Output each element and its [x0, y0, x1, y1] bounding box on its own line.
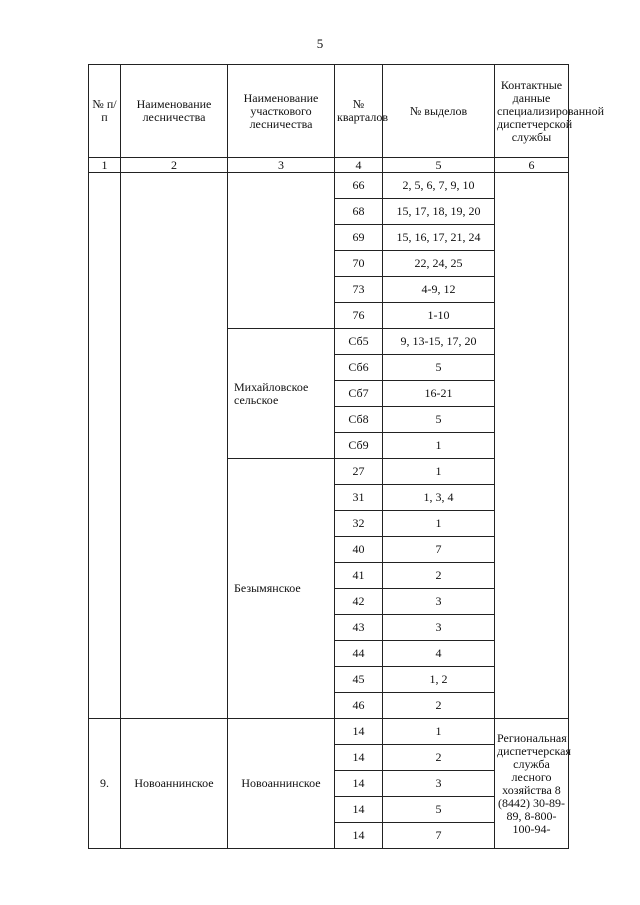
column-number: 2	[121, 158, 228, 173]
vydel-cell: 1	[383, 433, 495, 459]
vydel-cell: 4-9, 12	[383, 277, 495, 303]
district-cell: Михайловское сельское	[228, 329, 335, 459]
kvartal-cell: 70	[335, 251, 383, 277]
kvartal-cell: Сб6	[335, 355, 383, 381]
vydel-cell: 2	[383, 745, 495, 771]
forestry-cell	[121, 173, 228, 719]
vydel-cell: 5	[383, 355, 495, 381]
kvartal-cell: Сб9	[335, 433, 383, 459]
kvartal-cell: Сб8	[335, 407, 383, 433]
table-row	[89, 719, 569, 745]
row-number-cell	[89, 173, 121, 719]
vydel-cell: 7	[383, 537, 495, 563]
district-cell	[228, 173, 335, 329]
column-number: 5	[383, 158, 495, 173]
vydel-cell: 15, 17, 18, 19, 20	[383, 199, 495, 225]
vydel-cell: 2	[383, 693, 495, 719]
vydel-cell: 3	[383, 589, 495, 615]
vydel-cell: 1, 3, 4	[383, 485, 495, 511]
kvartal-cell: 14	[335, 745, 383, 771]
kvartal-cell: 44	[335, 641, 383, 667]
vydel-cell: 3	[383, 615, 495, 641]
kvartal-cell: Сб5	[335, 329, 383, 355]
kvartal-cell: 68	[335, 199, 383, 225]
kvartal-cell: 43	[335, 615, 383, 641]
kvartal-cell: 14	[335, 771, 383, 797]
vydel-cell: 1	[383, 459, 495, 485]
vydel-cell: 2	[383, 563, 495, 589]
header-cell: Контактные данные специализированной диспетчерской службы	[495, 65, 569, 158]
row-number-cell: 9.	[89, 719, 121, 849]
column-number: 3	[228, 158, 335, 173]
table-row	[89, 173, 569, 199]
vydel-cell: 22, 24, 25	[383, 251, 495, 277]
kvartal-cell: 45	[335, 667, 383, 693]
vydel-cell: 7	[383, 823, 495, 849]
page-number: 5	[316, 36, 324, 51]
header-cell: № п/п	[89, 65, 121, 158]
forestry-cell: Новоаннинское	[121, 719, 228, 849]
vydel-cell: 1-10	[383, 303, 495, 329]
contact-cell	[495, 173, 569, 719]
header-row	[89, 65, 569, 158]
vydel-cell: 1, 2	[383, 667, 495, 693]
forest-table	[88, 64, 605, 849]
kvartal-cell: Сб7	[335, 381, 383, 407]
contact-cell: Региональная диспетчерская служба лесного хозяйства 8 (8442) 30-89-89, 8-800-100-94-	[495, 719, 569, 849]
kvartal-cell: 66	[335, 173, 383, 199]
vydel-cell: 9, 13-15, 17, 20	[383, 329, 495, 355]
district-cell: Безымянское	[228, 459, 335, 719]
header-cell: № выделов	[383, 65, 495, 158]
vydel-cell: 5	[383, 797, 495, 823]
header-cell: Наименование лесничества	[121, 65, 228, 158]
vydel-cell: 1	[383, 719, 495, 745]
kvartal-cell: 14	[335, 797, 383, 823]
vydel-cell: 3	[383, 771, 495, 797]
kvartal-cell: 32	[335, 511, 383, 537]
column-number: 1	[89, 158, 121, 173]
kvartal-cell: 40	[335, 537, 383, 563]
kvartal-cell: 14	[335, 823, 383, 849]
kvartal-cell: 27	[335, 459, 383, 485]
kvartal-cell: 14	[335, 719, 383, 745]
district-cell: Новоаннинское	[228, 719, 335, 849]
kvartal-cell: 31	[335, 485, 383, 511]
vydel-cell: 4	[383, 641, 495, 667]
column-number: 4	[335, 158, 383, 173]
kvartal-cell: 41	[335, 563, 383, 589]
header-cell: Наименование участкового лесничества	[228, 65, 335, 158]
kvartal-cell: 42	[335, 589, 383, 615]
column-number: 6	[495, 158, 569, 173]
column-number-row	[89, 158, 569, 173]
kvartal-cell: 46	[335, 693, 383, 719]
vydel-cell: 5	[383, 407, 495, 433]
header-cell: № кварталов	[335, 65, 383, 158]
kvartal-cell: 69	[335, 225, 383, 251]
vydel-cell: 16-21	[383, 381, 495, 407]
vydel-cell: 1	[383, 511, 495, 537]
vydel-cell: 15, 16, 17, 21, 24	[383, 225, 495, 251]
kvartal-cell: 73	[335, 277, 383, 303]
vydel-cell: 2, 5, 6, 7, 9, 10	[383, 173, 495, 199]
kvartal-cell: 76	[335, 303, 383, 329]
